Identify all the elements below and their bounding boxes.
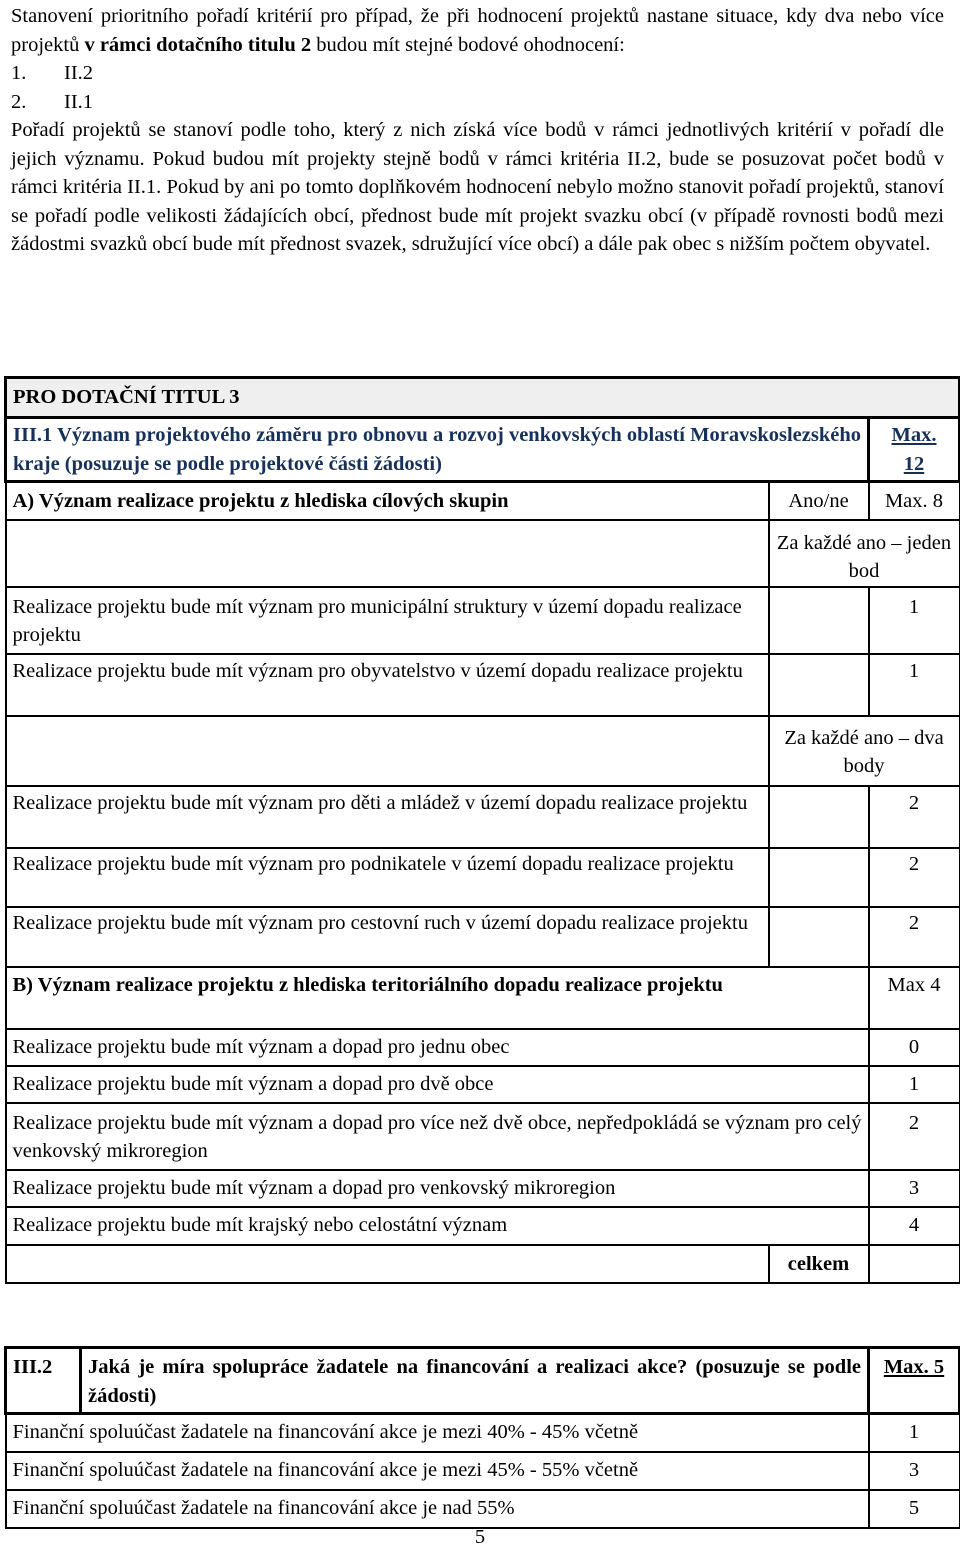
criterion-row-label: Finanční spoluúčast žadatele na financování akce je mezi 45% - 55% včetně [6,1452,869,1490]
criterion-max-cell: Max. 12 [869,418,960,482]
criterion-title-cell: III.1 Význam projektového záměru pro obnovu a rozvoj venkovských oblastí Moravskoslezského kraje (posuzuje se podle projektové části žádosti) [6,418,869,482]
criterion-code-cell [6,1348,81,1414]
criterion-row-label: Realizace projektu bude mít význam pro cestovní ruch v území dopadu realizace projektu [6,907,769,967]
criterion-points: 1 [869,1066,960,1103]
section-b-title: B) Význam realizace projektu z hlediska teritoriálního dopadu realizace projektu [12,973,723,996]
criterion-row-label: Realizace projektu bude mít význam pro podnikatele v území dopadu realizace projektu [6,848,769,907]
yes-no-cell [769,587,869,654]
intro-section [11,2,944,259]
criterion-row-label: Finanční spoluúčast žadatele na financování akce je mezi 40% - 45% včetně [6,1414,869,1452]
page-number: 5 [474,1526,486,1548]
intro-paragraph-2: Pořadí projektů se stanoví podle toho, který z nich získá více bodů v rámci jednotlivých kritérií v pořadí dle jejich významu. Pokud budou mít projekty stejně bodů v rámci kritéria II.2, bude se posuzovat počet bodů v rámci kritéria II.1. Pokud by ani po tomto doplňkovém hodnocení nebylo možno stanovit pořadí projektů, stanoví se pořadí podle velikosti žádajících obcí, přednost bude mít projekt svazku obcí (v případě rovnosti bodů mezi žádostmi svazků obcí bude mít přednost svazek, sdružující více obcí) a dále pak obec s nižším počtem obyvatel. [11,119,944,255]
section-b-max: Max 4 [869,967,960,1029]
title-header-cell [6,378,960,418]
criterion-row-label: Realizace projektu bude mít význam a dopad pro více než dvě obce, nepředpokládá se význam pro celý venkovský mikroregion [6,1103,869,1170]
intro-paragraph-1 [11,2,944,59]
criterion-title-cell [81,1348,869,1414]
criterion-row-label: Realizace projektu bude mít význam pro obyvatelstvo v území dopadu realizace projektu [6,654,769,716]
criterion-code: III.2 [13,1356,53,1378]
section-b-title-cell [6,967,869,1029]
yes-no-cell [769,786,869,848]
criterion-max-cell [869,1348,960,1414]
intro-bold-text: v rámci dotačního titulu 2 [84,33,312,56]
criterion-row-label: Realizace projektu bude mít význam a dopad pro dvě obce [6,1066,869,1103]
yes-no-cell [769,654,869,716]
title-header: PRO DOTAČNÍ TITUL 3 [13,386,240,408]
yes-no-cell [769,907,869,967]
list-item: 1. II.2 [11,62,94,84]
scoring-note: Za každé ano – dva body [769,716,960,786]
criterion-points: 2 [869,907,960,967]
total-value-cell [869,1245,960,1283]
yes-no-cell [769,848,869,907]
criterion-points: 3 [869,1452,960,1490]
scoring-note: Za každé ano – jeden bod [769,520,960,587]
criterion-points: 1 [869,1414,960,1452]
section-a-max: Max. 8 [869,482,960,520]
criterion-title: Jaká je míra spolupráce žadatele na financování a realizaci akce? (posuzuje se podle žádosti) [88,1356,861,1407]
section-a-title: A) Význam realizace projektu z hlediska cílových skupin [12,490,509,512]
criterion-points: 3 [869,1170,960,1207]
criterion-points: 5 [869,1490,960,1528]
section-a-title-cell [6,482,769,520]
intro-text: Stanovení prioritního pořadí kritérií pro případ, že při hodnocení projektů nastane situace, kdy dva nebo více projektů [11,5,944,56]
criterion-max: Max. 5 [883,1356,945,1378]
criterion-row-label: Realizace projektu bude mít význam pro municipální struktury v území dopadu realizace projektu [6,587,769,654]
criterion-row-label: Realizace projektu bude mít význam pro děti a mládež v území dopadu realizace projektu [6,786,769,848]
intro-text: budou mít stejné bodové ohodnocení: [311,33,625,56]
empty-cell [6,520,769,587]
criterion-points: 1 [869,587,960,654]
criterion-row-label: Realizace projektu bude mít význam a dopad pro venkovský mikroregion [6,1170,869,1207]
criterion-points: 0 [869,1029,960,1066]
criteria-table-iii2 [4,1346,960,1529]
total-label: celkem [787,1252,850,1275]
criterion-points: 1 [869,654,960,716]
empty-cell [6,1245,769,1283]
criterion-row-label: Finanční spoluúčast žadatele na financování akce je nad 55% [6,1490,869,1528]
criterion-row-label: Realizace projektu bude mít krajský nebo celostátní význam [6,1207,869,1245]
criterion-points: 2 [869,786,960,848]
criterion-points: 4 [869,1207,960,1245]
criterion-points: 2 [869,1103,960,1170]
empty-cell [6,716,769,786]
criterion-title: Význam projektového záměru pro obnovu a rozvoj venkovských oblastí Moravskoslezského kraje (posuzuje se podle projektové části žádosti) [13,424,861,475]
yes-no-header: Ano/ne [769,482,869,520]
criterion-row-label: Realizace projektu bude mít význam a dopad pro jednu obec [6,1029,869,1066]
criteria-table-t3 [4,376,960,1284]
criterion-points: 2 [869,848,960,907]
list-item: 2. II.1 [11,90,94,113]
total-label-cell [769,1245,869,1283]
